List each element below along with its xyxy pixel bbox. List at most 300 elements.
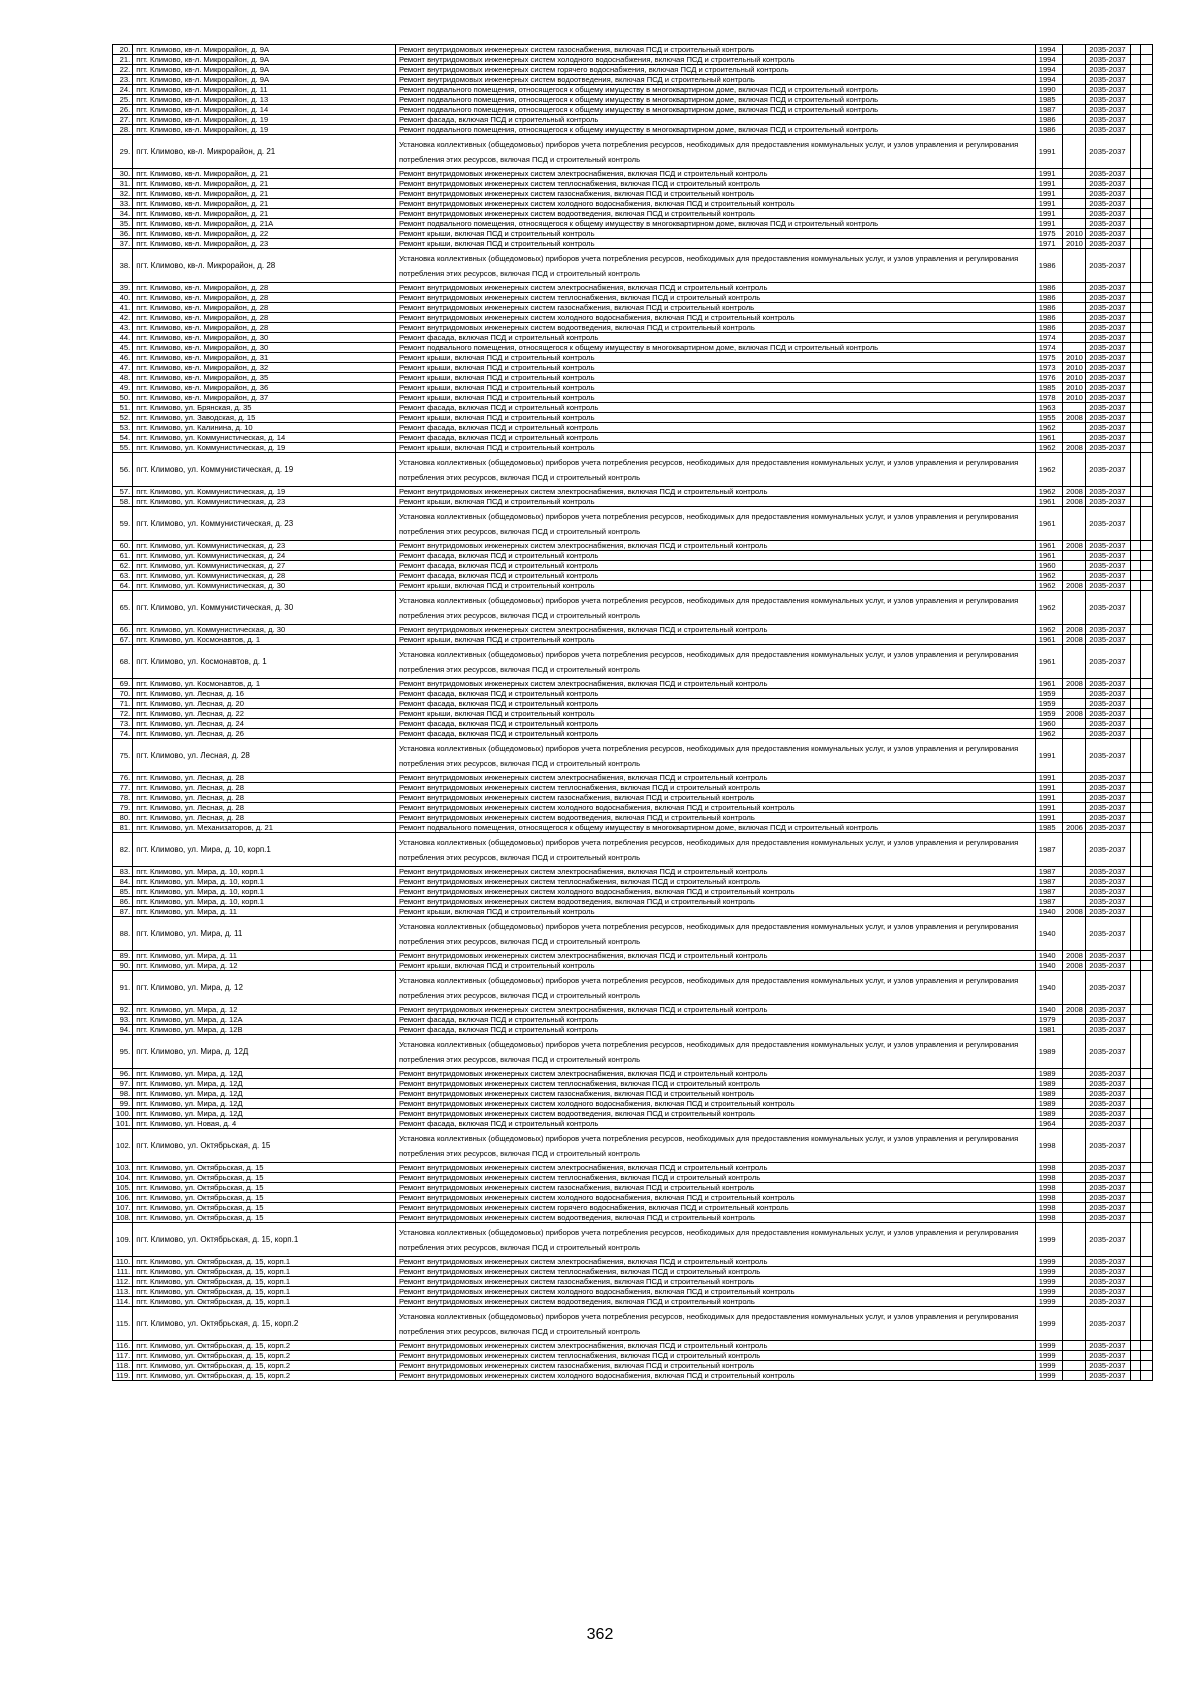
row-number: 40. <box>113 293 133 303</box>
build-year-cell: 1991 <box>1035 803 1062 813</box>
build-year-cell: 1940 <box>1035 951 1062 961</box>
build-year-cell: 1999 <box>1035 1361 1062 1371</box>
address-cell: пгт. Климово, ул. Коммунистическая, д. 28 <box>133 571 396 581</box>
empty-cell <box>1130 45 1140 55</box>
work-type-cell: Установка коллективных (общедомовых) приборов учета потребления ресурсов, необходимых для предоставления коммунальных услуг, и узлов управления и регулирования потребления этих ресурсов, включая ПСД и строительный контроль <box>395 833 1035 867</box>
planned-period-cell: 2035-2037 <box>1086 443 1130 453</box>
empty-cell <box>1130 1361 1140 1371</box>
table-row <box>113 541 1153 551</box>
row-number: 88. <box>113 917 133 951</box>
build-year-cell: 1999 <box>1035 1223 1062 1257</box>
last-repair-year-cell <box>1063 115 1086 125</box>
empty-cell <box>1130 507 1140 541</box>
address-cell: пгт. Климово, кв-л. Микрорайон, д. 28 <box>133 283 396 293</box>
address-cell: пгт. Климово, ул. Механизаторов, д. 21 <box>133 823 396 833</box>
empty-cell <box>1130 293 1140 303</box>
planned-period-cell: 2035-2037 <box>1086 833 1130 867</box>
last-repair-year-cell <box>1063 343 1086 353</box>
empty-cell <box>1140 1035 1152 1069</box>
last-repair-year-cell <box>1063 75 1086 85</box>
empty-cell <box>1140 1079 1152 1089</box>
work-type-cell: Ремонт подвального помещения, относящегося к общему имуществу в многоквартирном доме, включая ПСД и строительный контроль <box>395 125 1035 135</box>
empty-cell <box>1130 961 1140 971</box>
table-row <box>113 1173 1153 1183</box>
work-type-cell: Ремонт внутридомовых инженерных систем холодного водоснабжения, включая ПСД и строительный контроль <box>395 803 1035 813</box>
empty-cell <box>1130 1025 1140 1035</box>
empty-cell <box>1130 393 1140 403</box>
work-type-cell: Ремонт фасада, включая ПСД и строительный контроль <box>395 423 1035 433</box>
table-row <box>113 229 1153 239</box>
empty-cell <box>1140 887 1152 897</box>
row-number: 106. <box>113 1193 133 1203</box>
planned-period-cell: 2035-2037 <box>1086 343 1130 353</box>
work-type-cell: Ремонт крыши, включая ПСД и строительный контроль <box>395 353 1035 363</box>
empty-cell <box>1140 1203 1152 1213</box>
build-year-cell: 1998 <box>1035 1173 1062 1183</box>
empty-cell <box>1140 823 1152 833</box>
last-repair-year-cell <box>1063 803 1086 813</box>
last-repair-year-cell <box>1063 55 1086 65</box>
work-type-cell: Ремонт внутридомовых инженерных систем электроснабжения, включая ПСД и строительный контроль <box>395 1005 1035 1015</box>
last-repair-year-cell <box>1063 1015 1086 1025</box>
address-cell: пгт. Климово, ул. Мира, д. 12А <box>133 1015 396 1025</box>
work-type-cell: Ремонт внутридомовых инженерных систем холодного водоснабжения, включая ПСД и строительный контроль <box>395 887 1035 897</box>
build-year-cell: 1962 <box>1035 487 1062 497</box>
work-type-cell: Ремонт внутридомовых инженерных систем водоотведения, включая ПСД и строительный контроль <box>395 209 1035 219</box>
table-row <box>113 1015 1153 1025</box>
empty-cell <box>1140 433 1152 443</box>
planned-period-cell: 2035-2037 <box>1086 1035 1130 1069</box>
planned-period-cell: 2035-2037 <box>1086 333 1130 343</box>
address-cell: пгт. Климово, ул. Октябрьская, д. 15 <box>133 1129 396 1163</box>
work-type-cell: Ремонт крыши, включая ПСД и строительный контроль <box>395 961 1035 971</box>
build-year-cell: 1998 <box>1035 1213 1062 1223</box>
planned-period-cell: 2035-2037 <box>1086 239 1130 249</box>
work-type-cell: Ремонт фасада, включая ПСД и строительный контроль <box>395 115 1035 125</box>
planned-period-cell: 2035-2037 <box>1086 1069 1130 1079</box>
row-number: 22. <box>113 65 133 75</box>
row-number: 95. <box>113 1035 133 1069</box>
planned-period-cell: 2035-2037 <box>1086 413 1130 423</box>
work-type-cell: Ремонт крыши, включая ПСД и строительный контроль <box>395 497 1035 507</box>
empty-cell <box>1130 951 1140 961</box>
table-body <box>113 45 1153 1381</box>
last-repair-year-cell <box>1063 283 1086 293</box>
address-cell: пгт. Климово, ул. Коммунистическая, д. 19 <box>133 443 396 453</box>
work-type-cell: Ремонт внутридомовых инженерных систем водоотведения, включая ПСД и строительный контроль <box>395 323 1035 333</box>
empty-cell <box>1130 1223 1140 1257</box>
work-type-cell: Ремонт внутридомовых инженерных систем горячего водоснабжения, включая ПСД и строительный контроль <box>395 1203 1035 1213</box>
planned-period-cell: 2035-2037 <box>1086 867 1130 877</box>
work-type-cell: Ремонт внутридомовых инженерных систем водоотведения, включая ПСД и строительный контроль <box>395 1213 1035 1223</box>
planned-period-cell: 2035-2037 <box>1086 887 1130 897</box>
empty-cell <box>1130 867 1140 877</box>
build-year-cell: 1940 <box>1035 907 1062 917</box>
table-row <box>113 249 1153 283</box>
table-row <box>113 169 1153 179</box>
address-cell: пгт. Климово, ул. Лесная, д. 28 <box>133 813 396 823</box>
table-row <box>113 45 1153 55</box>
planned-period-cell: 2035-2037 <box>1086 1371 1130 1381</box>
page-number: 362 <box>586 1626 614 1643</box>
empty-cell <box>1140 1277 1152 1287</box>
planned-period-cell: 2035-2037 <box>1086 635 1130 645</box>
table-row <box>113 303 1153 313</box>
last-repair-year-cell <box>1063 507 1086 541</box>
table-row <box>113 887 1153 897</box>
last-repair-year-cell <box>1063 1119 1086 1129</box>
last-repair-year-cell <box>1063 1287 1086 1297</box>
empty-cell <box>1130 729 1140 739</box>
address-cell: пгт. Климово, ул. Мира, д. 12Д <box>133 1079 396 1089</box>
build-year-cell: 1962 <box>1035 423 1062 433</box>
row-number: 69. <box>113 679 133 689</box>
last-repair-year-cell: 2008 <box>1063 907 1086 917</box>
empty-cell <box>1140 507 1152 541</box>
last-repair-year-cell: 2010 <box>1063 353 1086 363</box>
address-cell: пгт. Климово, кв-л. Микрорайон, д. 31 <box>133 353 396 363</box>
build-year-cell: 1961 <box>1035 645 1062 679</box>
build-year-cell: 1999 <box>1035 1267 1062 1277</box>
address-cell: пгт. Климово, кв-л. Микрорайон, д. 36 <box>133 383 396 393</box>
planned-period-cell: 2035-2037 <box>1086 55 1130 65</box>
empty-cell <box>1140 1183 1152 1193</box>
last-repair-year-cell <box>1063 433 1086 443</box>
work-type-cell: Ремонт крыши, включая ПСД и строительный контроль <box>395 709 1035 719</box>
address-cell: пгт. Климово, ул. Новая, д. 4 <box>133 1119 396 1129</box>
empty-cell <box>1140 1307 1152 1341</box>
empty-cell <box>1130 115 1140 125</box>
planned-period-cell: 2035-2037 <box>1086 229 1130 239</box>
build-year-cell: 1991 <box>1035 783 1062 793</box>
work-type-cell: Ремонт внутридомовых инженерных систем электроснабжения, включая ПСД и строительный контроль <box>395 1069 1035 1079</box>
row-number: 45. <box>113 343 133 353</box>
planned-period-cell: 2035-2037 <box>1086 313 1130 323</box>
row-number: 110. <box>113 1257 133 1267</box>
address-cell: пгт. Климово, кв-л. Микрорайон, д. 21А <box>133 219 396 229</box>
empty-cell <box>1130 561 1140 571</box>
empty-cell <box>1130 917 1140 951</box>
empty-cell <box>1140 65 1152 75</box>
row-number: 47. <box>113 363 133 373</box>
last-repair-year-cell: 2008 <box>1063 541 1086 551</box>
row-number: 119. <box>113 1371 133 1381</box>
row-number: 89. <box>113 951 133 961</box>
planned-period-cell: 2035-2037 <box>1086 75 1130 85</box>
row-number: 113. <box>113 1287 133 1297</box>
work-type-cell: Ремонт фасада, включая ПСД и строительный контроль <box>395 561 1035 571</box>
empty-cell <box>1140 105 1152 115</box>
address-cell: пгт. Климово, кв-л. Микрорайон, д. 28 <box>133 249 396 283</box>
last-repair-year-cell <box>1063 423 1086 433</box>
address-cell: пгт. Климово, ул. Мира, д. 10, корп.1 <box>133 867 396 877</box>
work-type-cell: Ремонт внутридомовых инженерных систем водоотведения, включая ПСД и строительный контроль <box>395 813 1035 823</box>
work-type-cell: Ремонт внутридомовых инженерных систем холодного водоснабжения, включая ПСД и строительный контроль <box>395 199 1035 209</box>
last-repair-year-cell <box>1063 1341 1086 1351</box>
empty-cell <box>1140 1371 1152 1381</box>
empty-cell <box>1140 135 1152 169</box>
empty-cell <box>1130 1163 1140 1173</box>
table-row <box>113 55 1153 65</box>
row-number: 38. <box>113 249 133 283</box>
empty-cell <box>1130 773 1140 783</box>
build-year-cell: 1987 <box>1035 887 1062 897</box>
address-cell: пгт. Климово, ул. Октябрьская, д. 15, корп.1 <box>133 1277 396 1287</box>
address-cell: пгт. Климово, ул. Октябрьская, д. 15, корп.2 <box>133 1361 396 1371</box>
table-row <box>113 1035 1153 1069</box>
empty-cell <box>1140 1109 1152 1119</box>
address-cell: пгт. Климово, ул. Космонавтов, д. 1 <box>133 679 396 689</box>
table-row <box>113 507 1153 541</box>
planned-period-cell: 2035-2037 <box>1086 249 1130 283</box>
planned-period-cell: 2035-2037 <box>1086 1025 1130 1035</box>
last-repair-year-cell <box>1063 293 1086 303</box>
planned-period-cell: 2035-2037 <box>1086 1277 1130 1287</box>
work-type-cell: Ремонт крыши, включая ПСД и строительный контроль <box>395 907 1035 917</box>
build-year-cell: 1961 <box>1035 541 1062 551</box>
planned-period-cell: 2035-2037 <box>1086 353 1130 363</box>
row-number: 74. <box>113 729 133 739</box>
build-year-cell: 1987 <box>1035 105 1062 115</box>
last-repair-year-cell <box>1063 45 1086 55</box>
table-row <box>113 423 1153 433</box>
build-year-cell: 1998 <box>1035 1129 1062 1163</box>
last-repair-year-cell <box>1063 561 1086 571</box>
last-repair-year-cell <box>1063 793 1086 803</box>
table-row <box>113 343 1153 353</box>
empty-cell <box>1140 1287 1152 1297</box>
planned-period-cell: 2035-2037 <box>1086 645 1130 679</box>
address-cell: пгт. Климово, ул. Мира, д. 12Д <box>133 1069 396 1079</box>
planned-period-cell: 2035-2037 <box>1086 679 1130 689</box>
empty-cell <box>1140 635 1152 645</box>
planned-period-cell: 2035-2037 <box>1086 541 1130 551</box>
empty-cell <box>1140 55 1152 65</box>
planned-period-cell: 2035-2037 <box>1086 907 1130 917</box>
last-repair-year-cell <box>1063 1307 1086 1341</box>
work-type-cell: Ремонт фасада, включая ПСД и строительный контроль <box>395 689 1035 699</box>
address-cell: пгт. Климово, ул. Космонавтов, д. 1 <box>133 645 396 679</box>
table-row <box>113 403 1153 413</box>
row-number: 78. <box>113 793 133 803</box>
empty-cell <box>1130 625 1140 635</box>
table-row <box>113 1361 1153 1371</box>
planned-period-cell: 2035-2037 <box>1086 951 1130 961</box>
empty-cell <box>1130 353 1140 363</box>
build-year-cell: 1999 <box>1035 1371 1062 1381</box>
build-year-cell: 1999 <box>1035 1297 1062 1307</box>
last-repair-year-cell <box>1063 719 1086 729</box>
empty-cell <box>1130 413 1140 423</box>
work-type-cell: Ремонт фасада, включая ПСД и строительный контроль <box>395 1025 1035 1035</box>
table-row <box>113 1163 1153 1173</box>
row-number: 64. <box>113 581 133 591</box>
table-row <box>113 1223 1153 1257</box>
work-type-cell: Ремонт внутридомовых инженерных систем электроснабжения, включая ПСД и строительный контроль <box>395 1257 1035 1267</box>
address-cell: пгт. Климово, ул. Коммунистическая, д. 23 <box>133 497 396 507</box>
row-number: 56. <box>113 453 133 487</box>
last-repair-year-cell: 2008 <box>1063 497 1086 507</box>
empty-cell <box>1140 951 1152 961</box>
last-repair-year-cell <box>1063 729 1086 739</box>
planned-period-cell: 2035-2037 <box>1086 135 1130 169</box>
table-row <box>113 487 1153 497</box>
last-repair-year-cell <box>1063 1193 1086 1203</box>
table-row <box>113 1089 1153 1099</box>
planned-period-cell: 2035-2037 <box>1086 125 1130 135</box>
empty-cell <box>1130 823 1140 833</box>
planned-period-cell: 2035-2037 <box>1086 793 1130 803</box>
planned-period-cell: 2035-2037 <box>1086 803 1130 813</box>
build-year-cell: 1989 <box>1035 1099 1062 1109</box>
build-year-cell: 1987 <box>1035 897 1062 907</box>
row-number: 109. <box>113 1223 133 1257</box>
planned-period-cell: 2035-2037 <box>1086 1005 1130 1015</box>
work-type-cell: Установка коллективных (общедомовых) приборов учета потребления ресурсов, необходимых для предоставления коммунальных услуг, и узлов управления и регулирования потребления этих ресурсов, включая ПСД и строительный контроль <box>395 249 1035 283</box>
build-year-cell: 1940 <box>1035 917 1062 951</box>
table-row <box>113 803 1153 813</box>
planned-period-cell: 2035-2037 <box>1086 1257 1130 1267</box>
build-year-cell: 1940 <box>1035 1005 1062 1015</box>
empty-cell <box>1140 581 1152 591</box>
build-year-cell: 1959 <box>1035 699 1062 709</box>
last-repair-year-cell <box>1063 219 1086 229</box>
last-repair-year-cell <box>1063 403 1086 413</box>
table-row <box>113 125 1153 135</box>
empty-cell <box>1130 1015 1140 1025</box>
address-cell: пгт. Климово, ул. Брянская, д. 35 <box>133 403 396 413</box>
empty-cell <box>1140 1129 1152 1163</box>
planned-period-cell: 2035-2037 <box>1086 1193 1130 1203</box>
table-row <box>113 1267 1153 1277</box>
empty-cell <box>1130 209 1140 219</box>
empty-cell <box>1140 1297 1152 1307</box>
row-number: 79. <box>113 803 133 813</box>
row-number: 87. <box>113 907 133 917</box>
row-number: 100. <box>113 1109 133 1119</box>
last-repair-year-cell <box>1063 813 1086 823</box>
empty-cell <box>1140 1193 1152 1203</box>
last-repair-year-cell <box>1063 551 1086 561</box>
empty-cell <box>1130 1213 1140 1223</box>
table-row <box>113 561 1153 571</box>
table-row <box>113 917 1153 951</box>
build-year-cell: 1975 <box>1035 353 1062 363</box>
last-repair-year-cell <box>1063 313 1086 323</box>
address-cell: пгт. Климово, кв-л. Микрорайон, д. 21 <box>133 199 396 209</box>
address-cell: пгт. Климово, ул. Коммунистическая, д. 30 <box>133 625 396 635</box>
last-repair-year-cell <box>1063 645 1086 679</box>
work-type-cell: Установка коллективных (общедомовых) приборов учета потребления ресурсов, необходимых для предоставления коммунальных услуг, и узлов управления и регулирования потребления этих ресурсов, включая ПСД и строительный контроль <box>395 591 1035 625</box>
planned-period-cell: 2035-2037 <box>1086 283 1130 293</box>
empty-cell <box>1140 353 1152 363</box>
last-repair-year-cell: 2008 <box>1063 443 1086 453</box>
work-type-cell: Ремонт внутридомовых инженерных систем электроснабжения, включая ПСД и строительный контроль <box>395 1341 1035 1351</box>
last-repair-year-cell <box>1063 189 1086 199</box>
empty-cell <box>1130 65 1140 75</box>
last-repair-year-cell <box>1063 773 1086 783</box>
work-type-cell: Установка коллективных (общедомовых) приборов учета потребления ресурсов, необходимых для предоставления коммунальных услуг, и узлов управления и регулирования потребления этих ресурсов, включая ПСД и строительный контроль <box>395 1307 1035 1341</box>
empty-cell <box>1140 1025 1152 1035</box>
build-year-cell: 1999 <box>1035 1307 1062 1341</box>
table-row <box>113 283 1153 293</box>
empty-cell <box>1130 487 1140 497</box>
row-number: 31. <box>113 179 133 189</box>
empty-cell <box>1130 125 1140 135</box>
empty-cell <box>1140 313 1152 323</box>
row-number: 118. <box>113 1361 133 1371</box>
empty-cell <box>1130 1371 1140 1381</box>
table-row <box>113 1069 1153 1079</box>
last-repair-year-cell <box>1063 739 1086 773</box>
build-year-cell: 1959 <box>1035 689 1062 699</box>
table-row <box>113 293 1153 303</box>
build-year-cell: 1986 <box>1035 283 1062 293</box>
planned-period-cell: 2035-2037 <box>1086 897 1130 907</box>
empty-cell <box>1130 689 1140 699</box>
address-cell: пгт. Климово, ул. Мира, д. 12 <box>133 961 396 971</box>
address-cell: пгт. Климово, кв-л. Микрорайон, д. 28 <box>133 313 396 323</box>
row-number: 67. <box>113 635 133 645</box>
last-repair-year-cell <box>1063 1213 1086 1223</box>
build-year-cell: 1999 <box>1035 1351 1062 1361</box>
work-type-cell: Ремонт внутридомовых инженерных систем электроснабжения, включая ПСД и строительный контроль <box>395 951 1035 961</box>
empty-cell <box>1140 125 1152 135</box>
build-year-cell: 1971 <box>1035 239 1062 249</box>
planned-period-cell: 2035-2037 <box>1086 739 1130 773</box>
empty-cell <box>1130 699 1140 709</box>
last-repair-year-cell <box>1063 1129 1086 1163</box>
address-cell: пгт. Климово, ул. Мира, д. 10, корп.1 <box>133 877 396 887</box>
last-repair-year-cell <box>1063 897 1086 907</box>
row-number: 102. <box>113 1129 133 1163</box>
address-cell: пгт. Климово, ул. Коммунистическая, д. 24 <box>133 551 396 561</box>
build-year-cell: 1974 <box>1035 333 1062 343</box>
empty-cell <box>1140 1005 1152 1015</box>
row-number: 73. <box>113 719 133 729</box>
work-type-cell: Ремонт крыши, включая ПСД и строительный контроль <box>395 239 1035 249</box>
last-repair-year-cell <box>1063 1183 1086 1193</box>
work-type-cell: Ремонт внутридомовых инженерных систем электроснабжения, включая ПСД и строительный контроль <box>395 1163 1035 1173</box>
empty-cell <box>1130 373 1140 383</box>
planned-period-cell: 2035-2037 <box>1086 551 1130 561</box>
row-number: 28. <box>113 125 133 135</box>
planned-period-cell: 2035-2037 <box>1086 709 1130 719</box>
last-repair-year-cell <box>1063 1257 1086 1267</box>
address-cell: пгт. Климово, кв-л. Микрорайон, д. 9А <box>133 45 396 55</box>
planned-period-cell: 2035-2037 <box>1086 85 1130 95</box>
table-row <box>113 189 1153 199</box>
build-year-cell: 1979 <box>1035 1015 1062 1025</box>
work-type-cell: Ремонт внутридомовых инженерных систем электроснабжения, включая ПСД и строительный контроль <box>395 487 1035 497</box>
empty-cell <box>1130 1069 1140 1079</box>
address-cell: пгт. Климово, ул. Мира, д. 12 <box>133 971 396 1005</box>
last-repair-year-cell <box>1063 1079 1086 1089</box>
empty-cell <box>1140 1089 1152 1099</box>
table-row <box>113 1005 1153 1015</box>
build-year-cell: 1962 <box>1035 443 1062 453</box>
planned-period-cell: 2035-2037 <box>1086 1297 1130 1307</box>
build-year-cell: 1960 <box>1035 561 1062 571</box>
address-cell: пгт. Климово, кв-л. Микрорайон, д. 9А <box>133 55 396 65</box>
planned-period-cell: 2035-2037 <box>1086 1351 1130 1361</box>
planned-period-cell: 2035-2037 <box>1086 393 1130 403</box>
empty-cell <box>1130 323 1140 333</box>
table-row <box>113 115 1153 125</box>
work-type-cell: Ремонт фасада, включая ПСД и строительный контроль <box>395 403 1035 413</box>
empty-cell <box>1130 1109 1140 1119</box>
row-number: 25. <box>113 95 133 105</box>
